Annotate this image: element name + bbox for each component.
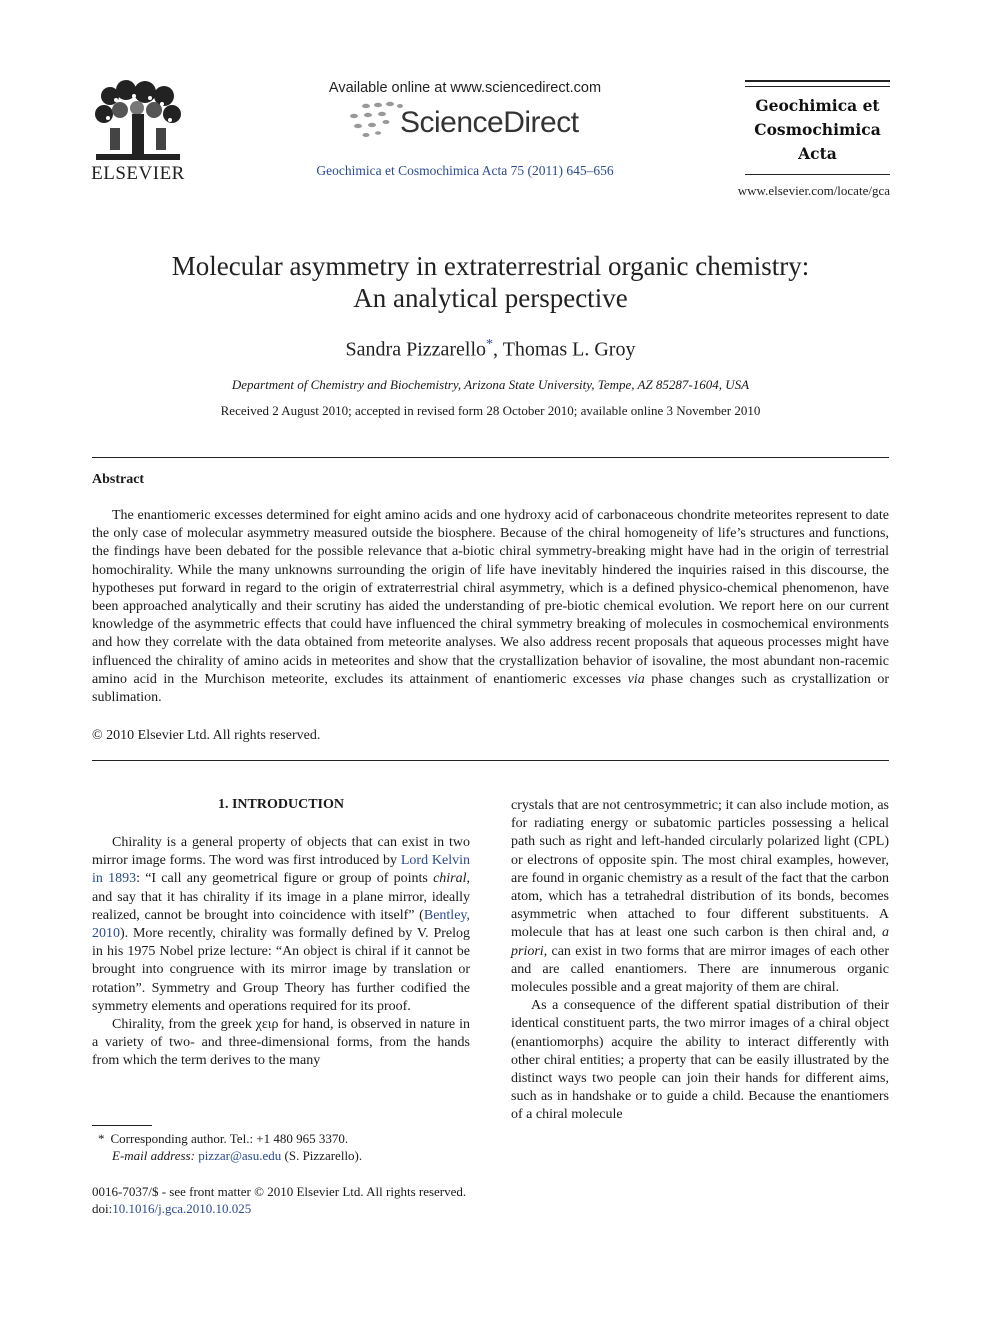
publisher-name: ELSEVIER: [91, 163, 185, 184]
abstract-bottom-rule: [92, 760, 889, 761]
footnote-line: [98, 1130, 492, 1147]
abstract-top-rule: [92, 457, 889, 458]
author-list: [92, 337, 889, 362]
abstract-text-part: The enantiomeric excesses determined for eight amino acids and one hydroxy acid of carbonaceous chondrite meteorites represent to date the only case of molecular asymmetry measured outside the biosphere. Because of the chiral homogeneity of life’s structures and functions, the findings have been debated for the possible relevance that a-biotic chiral symmetry-breaking might have had in the origin of terrestrial homochirality. While the many unknowns surrounding the origin of life have inevitably hindered the inquiries raised in this discourse, the hypotheses put forward in regard to the origin of extraterrestrial chiral asymmetry, which is a defined physico-chemical phenomenon, have been approached analytically and their scrutiny has aided the understanding of pre-biotic chemical evolution. We report here on our current knowledge of the asymmetric effects that could have influenced the chiral symmetry breaking of molecules in cosmochemical environments and how they correlate with the data obtained from meteorite analyses. We also address recent proposals that aqueous processes might have influenced the chirality of amino acids in meteorites and show that the crystallization behavior of isovaline, the most abundant non-racemic amino acid in the Murchison meteorite, excludes its attainment of enantiomeric excesses: [92, 508, 889, 687]
journal-title-top-rule-thin: [745, 86, 890, 87]
footnote-mark: *: [98, 1131, 105, 1146]
paragraph: [92, 834, 470, 1016]
doi-label: doi:: [92, 1201, 113, 1216]
issn-line: 0016-7037/$ - see front matter © 2010 Elsevier Ltd. All rights reserved.: [92, 1184, 467, 1199]
footnote-rule: [92, 1125, 152, 1126]
abstract-copyright: © 2010 Elsevier Ltd. All rights reserved.: [92, 728, 321, 743]
journal-title-line: Acta: [798, 144, 837, 163]
reference-link-bentley[interactable]: Bentley, 2010: [92, 907, 470, 942]
sciencedirect-wordmark: ScienceDirect: [400, 106, 579, 139]
text-run: ). More recently, chirality was formally defined by V. Prelog in his 1975 Nobel prize lecture: “An object is chiral if it cannot be brought into congruence with its mirror image by translation or rotation”. Symmetry and Group Theory has further codified the symmetry elements and operations required for its proof.: [92, 926, 470, 1014]
received-dates: Received 2 August 2010; accepted in revised form 28 October 2010; available online 3 November 2010: [220, 403, 761, 418]
journal-title-line: Cosmochimica: [754, 120, 881, 139]
paragraph: Chirality, from the greek χειρ for hand, is observed in nature in a variety of two- and three-dimensional forms, from the hands from which the term derives to the many: [92, 1017, 470, 1069]
journal-title-top-rule: [745, 80, 890, 82]
footnote-text: (S. Pizzarello).: [281, 1148, 363, 1163]
abstract-text: [92, 507, 889, 707]
footnote-text: Corresponding author. Tel.: +1 480 965 3370.: [110, 1131, 349, 1146]
author-name: Thomas L. Groy: [502, 338, 636, 361]
paragraph: As a consequence of the different spatial distribution of their identical constituent parts, the two mirror images of a chiral object (enantiomorphs) acquire the ability to interact differently with other chiral entities; a property that can be easily illustrated by the distinct ways two people can join their hands for different aims, such as in handshake or to guide a child. Because the enantiomers of a chiral molecule: [511, 998, 889, 1123]
journal-title-bottom-rule: [745, 174, 890, 175]
doi-link[interactable]: 10.1016/j.gca.2010.10.025: [112, 1201, 252, 1216]
italic-term: a priori: [511, 925, 889, 959]
corresponding-author-mark[interactable]: *: [486, 337, 494, 352]
journal-citation-link[interactable]: Geochimica et Cosmochimica Acta 75 (2011) 645–656: [316, 163, 614, 178]
right-column: [511, 797, 889, 1125]
journal-title: [745, 94, 890, 166]
author-separator: ,: [493, 338, 503, 361]
abstract-heading: Abstract: [92, 472, 145, 487]
footnote-line: [112, 1147, 492, 1164]
article-title-line: Molecular asymmetry in extraterrestrial organic chemistry:: [171, 251, 810, 281]
abstract-text-italic: via: [627, 671, 645, 687]
article-title: [92, 250, 889, 314]
abstract-text-part: phase changes such as crystallization or sublimation.: [92, 671, 889, 706]
doi-line: [92, 1200, 512, 1217]
article-title-line: An analytical perspective: [353, 283, 628, 313]
email-label: E-mail address:: [112, 1148, 195, 1163]
footnote: [92, 1130, 492, 1164]
text-run: Chirality is a general property of objects that can exist in two mirror image forms. The word was first introduced by: [92, 835, 470, 869]
text-run: : “I call any geometrical figure or group of points: [136, 871, 434, 887]
section-heading-introduction: 1. INTRODUCTION: [217, 797, 344, 812]
author-affiliation: Department of Chemistry and Biochemistry, Arizona State University, Tempe, AZ 85287-1604, USA: [231, 377, 750, 392]
paragraph: [511, 797, 889, 997]
text-run: , can exist in two forms that are mirror images of each other and are called enantiomers. There are innumerous organic molecules possible and a great majority of them are chiral.: [511, 943, 889, 996]
text-run: crystals that are not centrosymmetric; it can also include motion, as for radiating energy or subatomic particles possessing a helical path such as right and left-handed circularly polarized light (CPL) or electrons of opposite spin. The most chiral examples, however, are found in organic chemistry as a result of the fact that the carbon atom, which has a tetrahedral distribution of its bonds, becomes asymmetric when attached to four different substituents. A molecule that has at least one such carbon is then chiral and,: [511, 798, 889, 941]
journal-url-link[interactable]: www.elsevier.com/locate/gca: [737, 183, 890, 198]
reference-link-kelvin[interactable]: Lord Kelvin in 1893: [92, 853, 470, 887]
available-online-text[interactable]: Available online at www.sciencedirect.com: [328, 80, 602, 96]
author-name: Sandra Pizzarello: [345, 338, 487, 361]
journal-title-line: Geochimica et: [755, 96, 880, 115]
email-link[interactable]: pizzar@asu.edu: [198, 1148, 282, 1163]
page-footer: [92, 1183, 512, 1217]
italic-term: chiral: [433, 871, 467, 887]
text-run: , and say that it has chirality if its image in a plane mirror, ideally realized, cannot be brought into coincidence with itself” (: [92, 871, 471, 923]
sciencedirect-dots-icon: [344, 100, 404, 146]
left-column: [92, 834, 470, 1071]
